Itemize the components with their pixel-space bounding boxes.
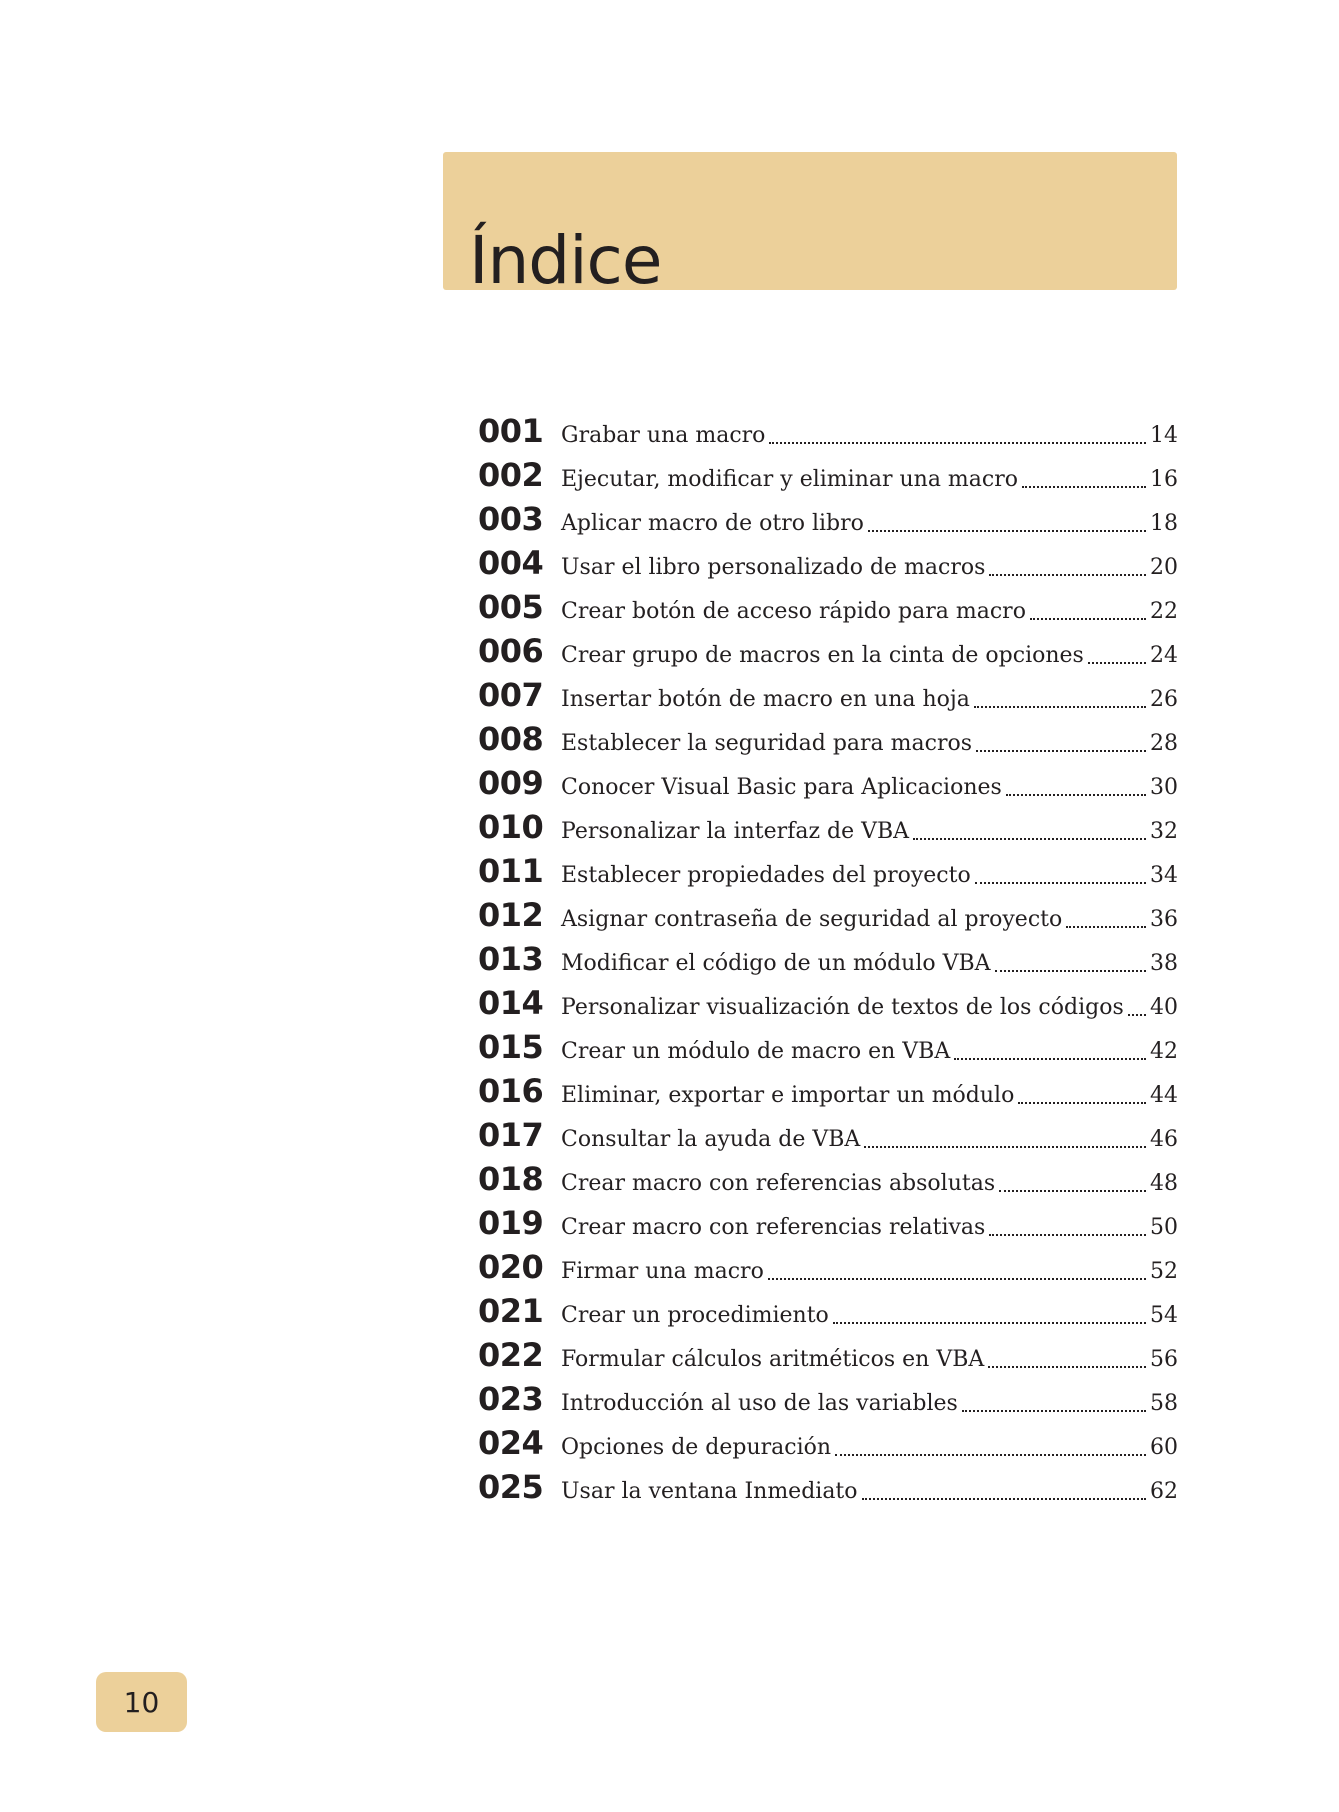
toc-entry-title: Insertar botón de macro en una hoja: [561, 687, 970, 712]
toc-leader-dots: [976, 748, 1146, 752]
toc-entry-number: 006: [478, 632, 544, 670]
toc-entry[interactable]: [478, 456, 1178, 500]
toc-entry-number: 022: [478, 1336, 544, 1374]
toc-entry[interactable]: [478, 1160, 1178, 1204]
toc-entry-page: 40: [1150, 995, 1178, 1020]
toc-entry-title: Usar el libro personalizado de macros: [561, 555, 986, 580]
toc-entry-title: Establecer propiedades del proyecto: [561, 863, 971, 888]
toc-entry-page: 54: [1150, 1303, 1178, 1328]
toc-entry[interactable]: [478, 1468, 1178, 1512]
toc-entry-title: Crear macro con referencias relativas: [561, 1215, 986, 1240]
toc-entry-number: 003: [478, 500, 544, 538]
toc-entry-number: 013: [478, 940, 544, 978]
toc-entry-title: Modificar el código de un módulo VBA: [561, 951, 991, 976]
toc-entry-title: Formular cálculos aritméticos en VBA: [561, 1347, 985, 1372]
toc-entry[interactable]: [478, 1336, 1178, 1380]
table-of-contents: [478, 412, 1178, 1512]
toc-entry-page: 16: [1150, 467, 1178, 492]
toc-entry[interactable]: [478, 852, 1178, 896]
toc-entry-page: 52: [1150, 1259, 1178, 1284]
toc-entry-page: 58: [1150, 1391, 1178, 1416]
toc-entry-number: 001: [478, 412, 544, 450]
toc-entry-number: 021: [478, 1292, 544, 1330]
toc-leader-dots: [1088, 660, 1146, 664]
toc-leader-dots: [995, 968, 1146, 972]
toc-leader-dots: [988, 1364, 1146, 1368]
toc-entry[interactable]: [478, 764, 1178, 808]
toc-entry-title: Ejecutar, modificar y eliminar una macro: [561, 467, 1018, 492]
toc-entry-title: Crear un procedimiento: [561, 1303, 829, 1328]
toc-entry-page: 26: [1150, 687, 1178, 712]
toc-entry-page: 28: [1150, 731, 1178, 756]
toc-leader-dots: [975, 880, 1146, 884]
toc-entry-number: 016: [478, 1072, 544, 1110]
toc-entry-page: 34: [1150, 863, 1178, 888]
toc-leader-dots: [769, 440, 1146, 444]
toc-entry-title: Consultar la ayuda de VBA: [561, 1127, 861, 1152]
toc-entry-title: Grabar una macro: [561, 423, 766, 448]
toc-leader-dots: [989, 572, 1146, 576]
toc-entry-number: 009: [478, 764, 544, 802]
toc-entry-page: 22: [1150, 599, 1178, 624]
toc-entry-number: 004: [478, 544, 544, 582]
toc-entry-number: 025: [478, 1468, 544, 1506]
toc-entry-page: 48: [1150, 1171, 1178, 1196]
toc-entry-number: 007: [478, 676, 544, 714]
toc-entry-title: Eliminar, exportar e importar un módulo: [561, 1083, 1015, 1108]
toc-entry-page: 62: [1150, 1479, 1178, 1504]
toc-entry-number: 011: [478, 852, 544, 890]
toc-entry[interactable]: [478, 500, 1178, 544]
toc-entry-number: 024: [478, 1424, 544, 1462]
toc-entry[interactable]: [478, 1116, 1178, 1160]
toc-entry-number: 017: [478, 1116, 544, 1154]
toc-entry[interactable]: [478, 720, 1178, 764]
toc-entry[interactable]: [478, 632, 1178, 676]
toc-entry-page: 18: [1150, 511, 1178, 536]
toc-entry-page: 38: [1150, 951, 1178, 976]
toc-entry[interactable]: [478, 1424, 1178, 1468]
toc-entry-number: 002: [478, 456, 544, 494]
toc-entry-number: 005: [478, 588, 544, 626]
toc-leader-dots: [868, 528, 1146, 532]
toc-entry-page: 46: [1150, 1127, 1178, 1152]
toc-entry[interactable]: [478, 676, 1178, 720]
toc-entry-title: Crear botón de acceso rápido para macro: [561, 599, 1026, 624]
toc-leader-dots: [1022, 484, 1146, 488]
toc-entry-title: Opciones de depuración: [561, 1435, 832, 1460]
toc-leader-dots: [835, 1452, 1146, 1456]
toc-entry-title: Firmar una macro: [561, 1259, 764, 1284]
toc-leader-dots: [974, 704, 1146, 708]
toc-entry-page: 32: [1150, 819, 1178, 844]
toc-entry-page: 30: [1150, 775, 1178, 800]
toc-leader-dots: [999, 1188, 1146, 1192]
toc-entry[interactable]: [478, 1028, 1178, 1072]
toc-entry[interactable]: [478, 1072, 1178, 1116]
toc-entry-title: Asignar contraseña de seguridad al proyecto: [561, 907, 1063, 932]
toc-leader-dots: [833, 1320, 1146, 1324]
toc-entry-page: 36: [1150, 907, 1178, 932]
page-number: 10: [96, 1672, 187, 1732]
toc-leader-dots: [864, 1144, 1146, 1148]
toc-entry-page: 60: [1150, 1435, 1178, 1460]
toc-entry[interactable]: [478, 412, 1178, 456]
toc-entry-title: Establecer la seguridad para macros: [561, 731, 973, 756]
toc-entry-number: 020: [478, 1248, 544, 1286]
toc-entry[interactable]: [478, 984, 1178, 1028]
toc-entry[interactable]: [478, 1204, 1178, 1248]
toc-entry-title: Crear grupo de macros en la cinta de opciones: [561, 643, 1084, 668]
toc-leader-dots: [962, 1408, 1146, 1412]
toc-entry-number: 014: [478, 984, 544, 1022]
toc-leader-dots: [1066, 924, 1146, 928]
toc-entry[interactable]: [478, 588, 1178, 632]
toc-entry-page: 20: [1150, 555, 1178, 580]
toc-entry-title: Usar la ventana Inmediato: [561, 1479, 858, 1504]
toc-entry-title: Introducción al uso de las variables: [561, 1391, 958, 1416]
toc-entry-title: Crear un módulo de macro en VBA: [561, 1039, 951, 1064]
page-title: Índice: [469, 222, 662, 299]
toc-leader-dots: [1006, 792, 1146, 796]
toc-entry[interactable]: [478, 808, 1178, 852]
toc-entry-page: 24: [1150, 643, 1178, 668]
toc-entry-page: 14: [1150, 423, 1178, 448]
toc-entry-page: 44: [1150, 1083, 1178, 1108]
toc-entry[interactable]: [478, 1248, 1178, 1292]
toc-entry[interactable]: [478, 1292, 1178, 1336]
toc-entry-number: 012: [478, 896, 544, 934]
toc-entry-number: 019: [478, 1204, 544, 1242]
toc-leader-dots: [862, 1496, 1146, 1500]
toc-entry-title: Conocer Visual Basic para Aplicaciones: [561, 775, 1002, 800]
toc-entry-page: 50: [1150, 1215, 1178, 1240]
toc-entry-number: 010: [478, 808, 544, 846]
toc-leader-dots: [1018, 1100, 1146, 1104]
toc-entry-page: 56: [1150, 1347, 1178, 1372]
toc-leader-dots: [989, 1232, 1146, 1236]
toc-entry-number: 018: [478, 1160, 544, 1198]
toc-entry-title: Personalizar visualización de textos de los códigos: [561, 995, 1124, 1020]
toc-entry[interactable]: [478, 544, 1178, 588]
toc-leader-dots: [913, 836, 1146, 840]
toc-entry[interactable]: [478, 1380, 1178, 1424]
toc-entry-title: Personalizar la interfaz de VBA: [561, 819, 910, 844]
toc-entry-title: Crear macro con referencias absolutas: [561, 1171, 996, 1196]
toc-leader-dots: [954, 1056, 1146, 1060]
toc-entry[interactable]: [478, 896, 1178, 940]
toc-leader-dots: [768, 1276, 1146, 1280]
toc-entry-number: 008: [478, 720, 544, 758]
toc-entry-number: 023: [478, 1380, 544, 1418]
header-band: [443, 152, 1177, 299]
toc-leader-dots: [1030, 616, 1146, 620]
toc-entry-number: 015: [478, 1028, 544, 1066]
toc-leader-dots: [1128, 1012, 1146, 1016]
toc-entry-title: Aplicar macro de otro libro: [561, 511, 864, 536]
toc-entry[interactable]: [478, 940, 1178, 984]
toc-entry-page: 42: [1150, 1039, 1178, 1064]
